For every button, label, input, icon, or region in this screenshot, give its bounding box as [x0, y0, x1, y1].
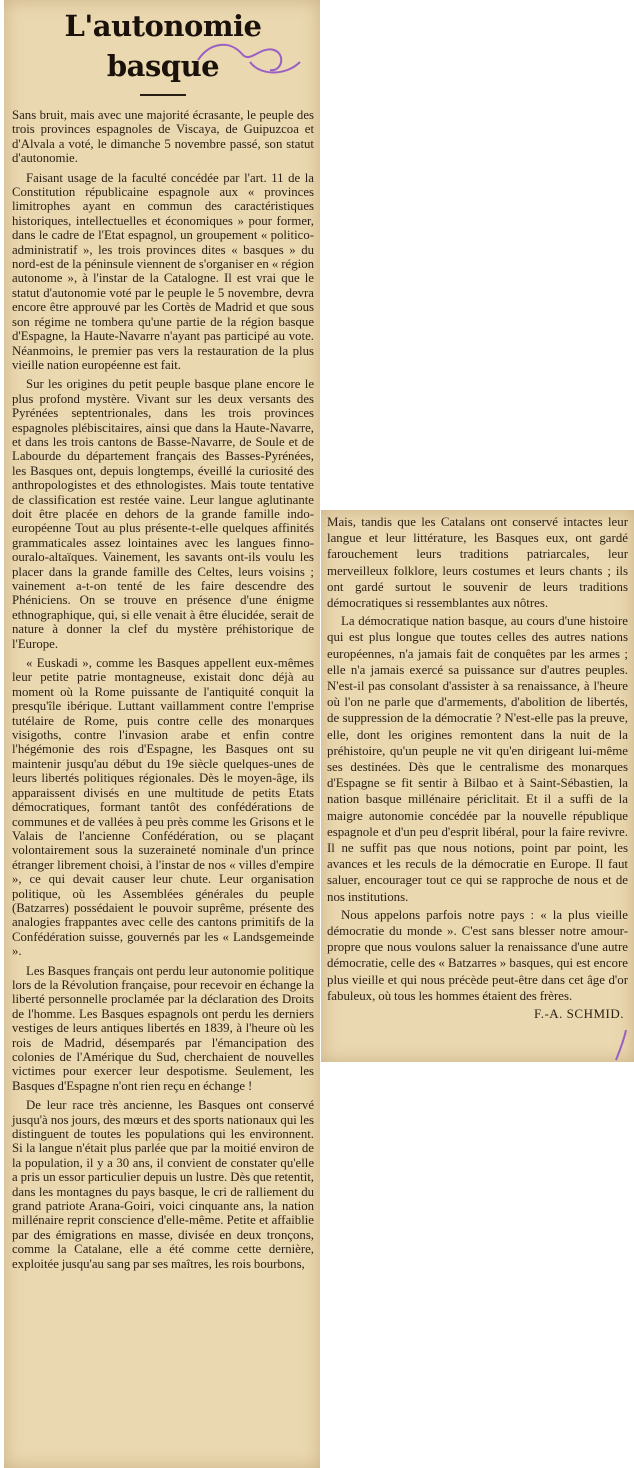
- author-signature: F.-A. SCHMID.: [534, 1006, 624, 1022]
- article-column-left: [4, 0, 320, 1468]
- paragraph: Les Basques français ont perdu leur autonomie politique lors de la Révolution française, pour recevoir en échange la liberté personnelle proclamée par la déclaration des Droits de l'homme. Les Basques espagnols ont perdu les derniers vestiges de leurs antiques libertés en 1839, à l'heure où les rois de Madrid, désemparés par l'émancipation des colonies de l'Amérique du Sud, cherchaient de nouvelles victimes pour exercer leur despotisme. Seulement, les Basques d'Espagne n'ont rien reçu en échange !: [12, 963, 314, 1093]
- paragraph: La démocratique nation basque, au cours d'une histoire qui est plus longue que toutes celles des autres nations européennes, n'a jamais fait de conquêtes par les armes ; elle n'a jamais exercé sa puissance sur d'autres peuples. N'est-il pas consolant d'assister à sa renaissance, à l'heure où l'on ne parle que d'armements, d'abolition de libertés, de suppression de la démocratie ? N'est-elle pas la preuve, elle, dont les origines remontent dans la nuit de la préhistoire, qu'un peuple ne vit qu'en dirigeant lui-même ses destinées. Dès que le centralisme des monarques d'Espagne se fit sentir à Bilbao et à Saint-Sébastien, la nation basque millénaire périclitait. Et il a suffi de la maigre autonomie concédée par la nouvelle république espagnole et d'un peu d'esprit libéral, pour la faire revivre. Il ne suffit pas que nous notions, point par point, les avances et les reculs de la démocratie en Europe. Il faut saluer, encourager tout ce qui se rapproche de nous et de nos institutions.: [327, 614, 628, 904]
- paragraph: Mais, tandis que les Catalans ont conservé intactes leur langue et leur littérature, les Basques eux, ont gardé farouchement leurs traditions patriarcales, leur merveilleux folklore, leurs costumes et leurs chants ; ils ont gardé surtout le souvenir de leurs traditions démocratiques si ressemblantes aux nôtres.: [327, 515, 628, 611]
- headline: L'autonomie basque: [64, 9, 262, 83]
- paragraph: Sur les origines du petit peuple basque plane encore le plus profond mystère. Vivant sur les deux versants des Pyrénées septentrionales, dans les trois provinces espagnoles plébiscitaires, ainsi que dans la Haute-Navarre, et dans les trois cantons de Basse-Navarre, de Soule et de Labourde du département français des Basses-Pyrénées, les Basques ont, depuis longtemps, éveillé la curiosité des anthropologistes et des ethnologistes. Mais toute tentative de classification est restée vaine. Leur langue aglutinante doit être placée en dehors de la grande famille indo-européenne Tout au plus présente-t-elle quelques affinités grammaticales assez lointaines avec les langues finno-ouralo-altaïques. Vainement, les savants ont-ils voulu les placer dans la grande famille des Celtes, leurs voisins ; vainement a-t-on tenté de les faire descendre des Phéniciens. On se trouve en présence d'une énigme ethnographique, qui, si elle venait à être élucidée, serait de nature à donner la clef du mystère préhistorique de l'Europe.: [12, 377, 314, 651]
- paragraph: Sans bruit, mais avec une majorité écrasante, le peuple des trois provinces espagnoles de Viscaya, de Guipuzcoa et d'Alvala a voté, le dimanche 5 novembre passé, son statut d'autonomie.: [12, 108, 314, 166]
- headline-rule: [140, 94, 186, 96]
- article-column-right: [321, 510, 634, 1062]
- paragraph: « Euskadi », comme les Basques appellent eux-mêmes leur petite patrie montagneuse, existait donc déjà au moment où la Rome puissante de l'antiquité conquit la presqu'île ibérique. Luttant vaillamment contre l'emprise tutélaire de Rome, puis contre celle des monarques visigoths, contre l'invasion arabe et enfin contre l'hégémonie des rois d'Espagne, les Basques ont su maintenir jusqu'au début du 19e siècle quelques-unes de leurs libertés politiques régionales. Dès le moyen-âge, ils apparaissent divisés en une multitude de petits Etats démocratiques, formant tantôt des confédérations de communes et de vallées à peu près comme les Grisons et le Valais de l'ancienne Confédération, ou se plaçant volontairement sous la suzeraineté nominale d'un prince étranger librement choisi, à l'instar de nos « villes d'empire », ce qui devait causer leur chute. Leur organisation politique, où les Assemblées générales du peuple (Batzarres) possédaient le pouvoir suprême, présente des analogies frappantes avec celle des cantons primitifs de la Confédération suisse, gouvernés par les « Landsgemeinde ».: [12, 656, 314, 959]
- paragraph: Nous appelons parfois notre pays : « la plus vieille démocratie du monde ». C'est sans blesser notre amour-propre que nous voulons saluer la renaissance d'une autre démocratie, celle des « Batzarres » basques, qui est encore plus vieille et qui nous précède peut-être dans cet âge d'or fabuleux, où tous les hommes étaient des frères.: [327, 907, 628, 1003]
- paragraph: De leur race très ancienne, les Basques ont conservé jusqu'à nos jours, des mœurs et des sports nationaux qui les distinguent de toutes les populations qui les environnent. Si la langue n'était plus parlée que par la moitié environ de la population, il y a 30 ans, il convient de constater qu'elle a pris un essor particulier depuis un lustre. Dès que retentit, dans les montagnes du pays basque, le cri de ralliement du grand patriote Arana-Goiri, voici cinquante ans, la nation millénaire reprit conscience d'elle-même. Petite et affaiblie par des émigrations en masse, divisée en deux tronçons, comme la Catalane, elle a été comme cette dernière, exploitée jusqu'au sang par ses maîtres, les rois bourbons,: [12, 1098, 314, 1271]
- paragraph: Faisant usage de la faculté concédée par l'art. 11 de la Constitution républicaine espagnole aux « provinces limitrophes ayant en commun des caractéristiques historiques, intellectuelles et économiques » pour former, dans le cadre de l'Etat espagnol, un groupement « politico-administratif », les trois provinces dites « basques » du nord-est de la péninsule viennent de s'organiser en « région autonome », à l'instar de la Catalogne. Il est vrai que le statut d'autonomie voté par le peuple le 5 novembre, devra encore être approuvé par les Cortès de Madrid et que sous son régime ne tombera qu'une partie de la région basque d'Espagne, la Haute-Navarre n'ayant pas participé au vote. Néanmoins, le premier pas vers la restauration de la plus vieille nation européenne est fait.: [12, 170, 314, 372]
